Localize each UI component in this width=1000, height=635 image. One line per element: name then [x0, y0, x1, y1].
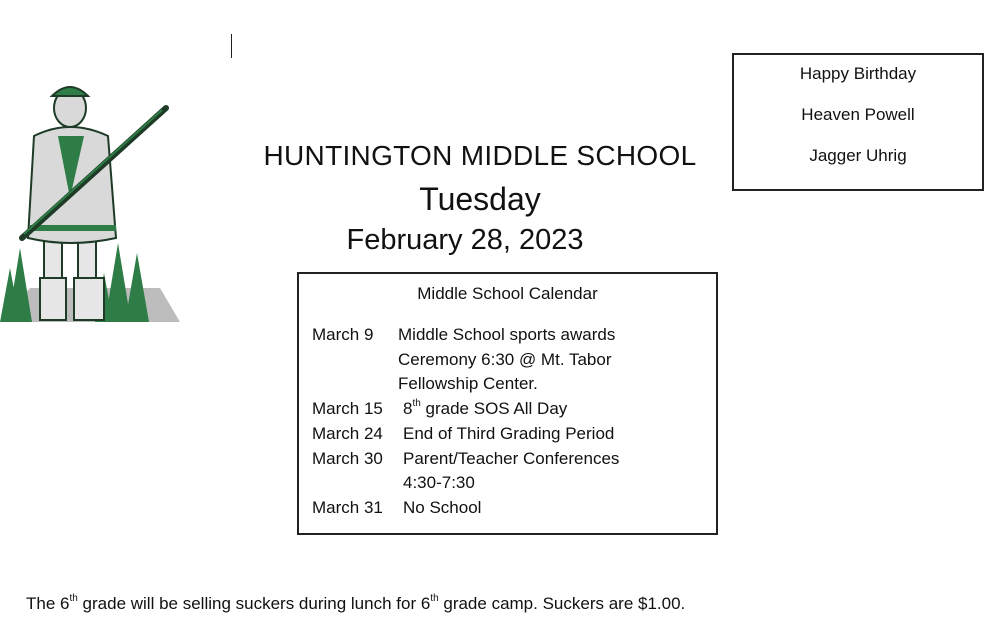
calendar-event — [312, 496, 708, 521]
title-block — [240, 138, 720, 260]
event-date: March 24 — [312, 423, 383, 443]
birthday-name: Jagger Uhrig — [809, 146, 907, 165]
event-line: Fellowship Center. — [398, 374, 538, 394]
event-line: 4:30-7:30 — [403, 473, 475, 493]
event-description — [403, 496, 708, 521]
calendar-box — [297, 272, 718, 535]
event-line: Ceremony 6:30 @ Mt. Tabor — [398, 349, 612, 369]
event-description — [398, 323, 708, 397]
frontiersman-logo — [0, 78, 180, 326]
event-date: March 30 — [312, 448, 383, 468]
birthday-heading: Happy Birthday — [799, 64, 917, 83]
calendar-events — [312, 323, 708, 521]
logo-tree — [125, 253, 149, 322]
event-line: 8th grade SOS All Day — [403, 398, 568, 419]
event-date: March 9 — [312, 325, 374, 344]
event-description — [403, 422, 708, 447]
logo-boot — [40, 278, 66, 320]
birthday-name: Heaven Powell — [801, 105, 915, 124]
calendar-event — [312, 397, 708, 422]
calendar-event — [312, 323, 708, 397]
school-name: HUNTINGTON MIDDLE SCHOOL — [263, 140, 697, 171]
event-description — [403, 397, 708, 422]
calendar-event — [312, 447, 708, 496]
logo-boot — [74, 278, 104, 320]
calendar-title: Middle School Calendar — [417, 284, 598, 303]
event-description — [403, 447, 708, 496]
text-cursor — [231, 34, 232, 58]
event-line: End of Third Grading Period — [403, 423, 615, 443]
footer-note: The 6th grade will be selling suckers during lunch for 6th grade camp. Suckers are $1.00. — [26, 593, 686, 613]
event-line: Middle School sports awards — [398, 325, 616, 344]
logo-hat — [52, 87, 88, 96]
event-date: March 15 — [312, 399, 383, 419]
announcement-date: February 28, 2023 — [346, 224, 584, 256]
event-line: Parent/Teacher Conferences — [403, 448, 620, 468]
calendar-event — [312, 422, 708, 447]
event-date: March 31 — [312, 497, 383, 517]
event-line: No School — [403, 497, 482, 517]
day-of-week: Tuesday — [419, 181, 541, 217]
birthday-box — [732, 53, 984, 191]
